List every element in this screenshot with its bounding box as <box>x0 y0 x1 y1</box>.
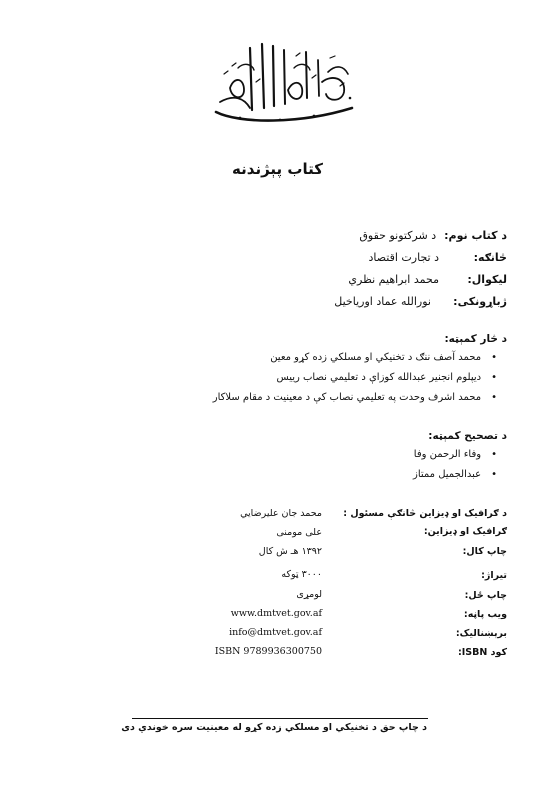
circulation-label: تیراژ: <box>481 570 507 581</box>
field-label: څانګه: <box>473 251 507 264</box>
graphics-head-value: محمد جان علیرضایي <box>240 508 322 519</box>
field-value: د تجارت اقتصاد <box>368 251 439 264</box>
graphics-design-label: ګرافیک او ډیزاین: <box>423 526 507 537</box>
footer-divider <box>132 718 428 719</box>
bismillah-calligraphy <box>210 38 358 130</box>
translator-row <box>334 295 507 308</box>
field-row <box>369 251 508 264</box>
graphics-head-label: د ګرافیک او ډیزاین څانګې مسئول : <box>343 508 507 519</box>
book-name-value: د شرکتونو حقوق <box>359 229 437 242</box>
oversight-item <box>270 352 497 363</box>
isbn-value: ISBN 9789936300750 <box>214 646 322 657</box>
copyright-note: د چاپ حق د تخنیکي او مسلکي زده کړو له معینیت سره خوندي دی <box>121 722 427 733</box>
bullet-icon: • <box>491 372 497 383</box>
authors-label: لیکوال: <box>467 273 507 286</box>
correction-item-text: وفاء الرحمن وفا <box>413 449 482 460</box>
print-year-value: ۱۳۹۲ هـ ش کال <box>258 546 322 557</box>
book-name-row <box>359 229 507 242</box>
email-label: برېښنالیک: <box>455 628 507 639</box>
authors-row <box>348 273 507 286</box>
authors-value: محمد ابراهیم نظري <box>348 273 439 286</box>
correction-item <box>413 469 497 480</box>
bullet-icon: • <box>491 352 497 363</box>
isbn-label: کود ISBN: <box>457 647 507 658</box>
email-value: info@dmtvet.gov.af <box>229 627 322 638</box>
edition-value: لومړی <box>296 589 322 600</box>
graphics-design-value: علی مومنی <box>276 527 322 538</box>
translator-label: ژباړونکی: <box>453 295 507 308</box>
edition-label: چاپ ځل: <box>464 590 507 601</box>
website-value: www.dmtvet.gov.af <box>230 608 322 619</box>
oversight-heading: د څار کمېټه: <box>444 333 507 345</box>
oversight-item-text: محمد اشرف وحدت په تعلیمي نصاب کې د معینیت د مقام سلاکار <box>212 392 482 403</box>
translator-value: نورالله عماد اوریاخیل <box>334 295 431 308</box>
oversight-item-text: محمد آصف ننګ د تخنیکي او مسلکي زده کړو معین <box>270 352 482 363</box>
oversight-item <box>276 372 497 383</box>
bullet-icon: • <box>491 449 497 460</box>
oversight-item-text: دیپلوم انجنیر عبدالله کوزاې د تعلیمي نصاب رییس <box>276 372 482 383</box>
bullet-icon: • <box>491 469 497 480</box>
page-title: کتاب پېژندنه <box>232 160 323 178</box>
website-label: ویب پاڼه: <box>463 609 507 620</box>
book-name-label: د کتاب نوم: <box>444 229 507 242</box>
bullet-icon: • <box>491 392 497 403</box>
correction-item <box>414 449 497 460</box>
oversight-item <box>213 392 497 403</box>
correction-heading: د تصحیح کمېټه: <box>428 430 507 442</box>
correction-item-text: عبدالجمیل ممتاز <box>412 469 482 480</box>
print-year-label: چاپ کال: <box>462 546 507 557</box>
circulation-value: ۳۰۰۰ ټوکه <box>281 569 322 580</box>
